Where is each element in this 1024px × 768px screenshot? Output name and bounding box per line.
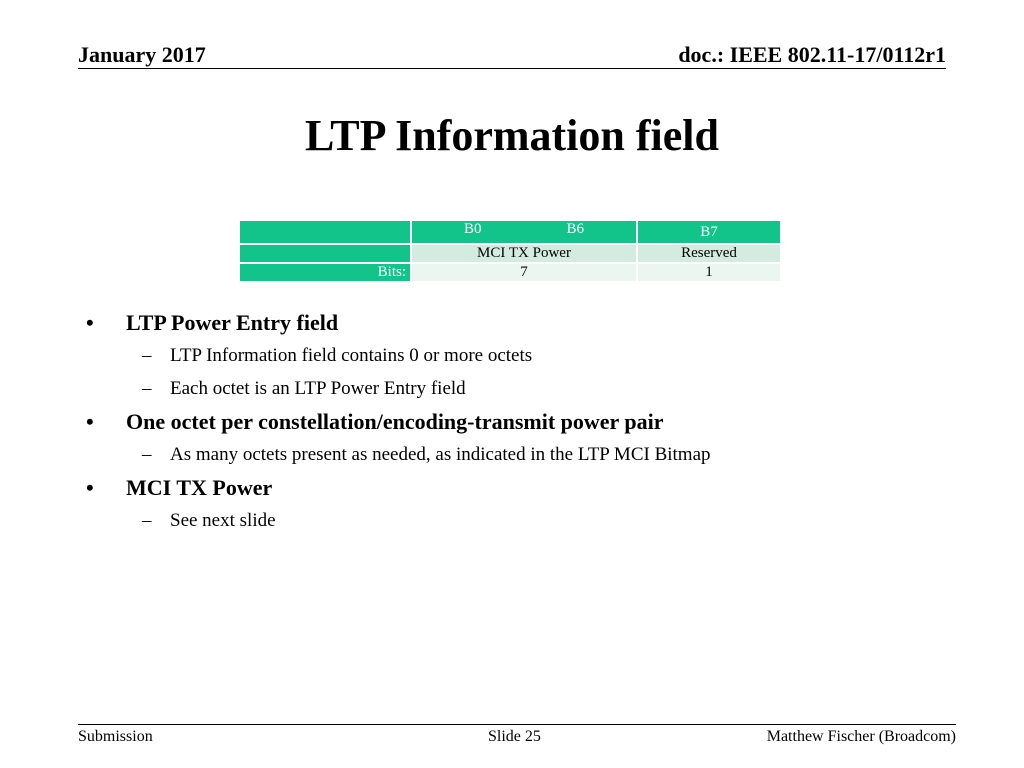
sub-bullet-item	[86, 372, 966, 405]
bullet-text: MCI TX Power	[126, 475, 273, 500]
footer-submission: Submission	[78, 728, 153, 745]
header-doc-id: doc.: IEEE 802.11-17/0112r1	[678, 42, 946, 67]
bit-end-label: B6	[566, 221, 584, 237]
bullet-item	[86, 405, 966, 438]
dash-icon: –	[142, 345, 152, 366]
bit-start-label: B0	[464, 221, 482, 237]
dash-icon: –	[142, 378, 152, 399]
table-cell-empty	[240, 245, 410, 262]
bits-row-label: Bits:	[240, 264, 410, 281]
dash-icon: –	[142, 444, 152, 465]
sub-bullet-text: See next slide	[170, 510, 276, 531]
bullet-dot-icon: •	[86, 409, 94, 434]
header-divider	[78, 68, 946, 69]
table-row-bit-counts	[240, 264, 780, 281]
table-row-field-names	[240, 245, 780, 262]
bullet-dot-icon: •	[86, 475, 94, 500]
header-date: January 2017	[78, 42, 206, 67]
footer-author: Matthew Fischer (Broadcom)	[766, 728, 956, 745]
bit-last-label: B7	[638, 221, 780, 243]
bullet-text: One octet per constellation/encoding-transmit power pair	[126, 409, 664, 434]
ltp-information-field-table	[238, 219, 782, 283]
sub-bullet-text: As many octets present as needed, as indicated in the LTP MCI Bitmap	[170, 444, 711, 465]
bullet-list	[86, 306, 966, 537]
field-name-reserved: Reserved	[638, 245, 780, 262]
slide-title: LTP Information field	[305, 111, 719, 160]
table-cell-bits-mci	[412, 221, 636, 243]
table-row-bit-positions	[240, 221, 780, 243]
bullet-text: LTP Power Entry field	[126, 310, 339, 335]
dash-icon: –	[142, 510, 152, 531]
bullet-dot-icon: •	[86, 310, 94, 335]
sub-bullet-item	[86, 438, 966, 471]
bit-count-reserved: 1	[638, 264, 780, 281]
sub-bullet-text: Each octet is an LTP Power Entry field	[170, 378, 466, 399]
bullet-item	[86, 306, 966, 339]
footer-divider	[78, 724, 956, 725]
sub-bullet-item	[86, 504, 966, 537]
table-cell-empty	[240, 221, 410, 243]
field-name-mci-tx-power: MCI TX Power	[412, 245, 636, 262]
bullet-item	[86, 471, 966, 504]
sub-bullet-item	[86, 339, 966, 372]
footer-slide-number: Slide 25	[488, 728, 541, 745]
bit-count-mci: 7	[412, 264, 636, 281]
sub-bullet-text: LTP Information field contains 0 or more octets	[170, 345, 533, 366]
